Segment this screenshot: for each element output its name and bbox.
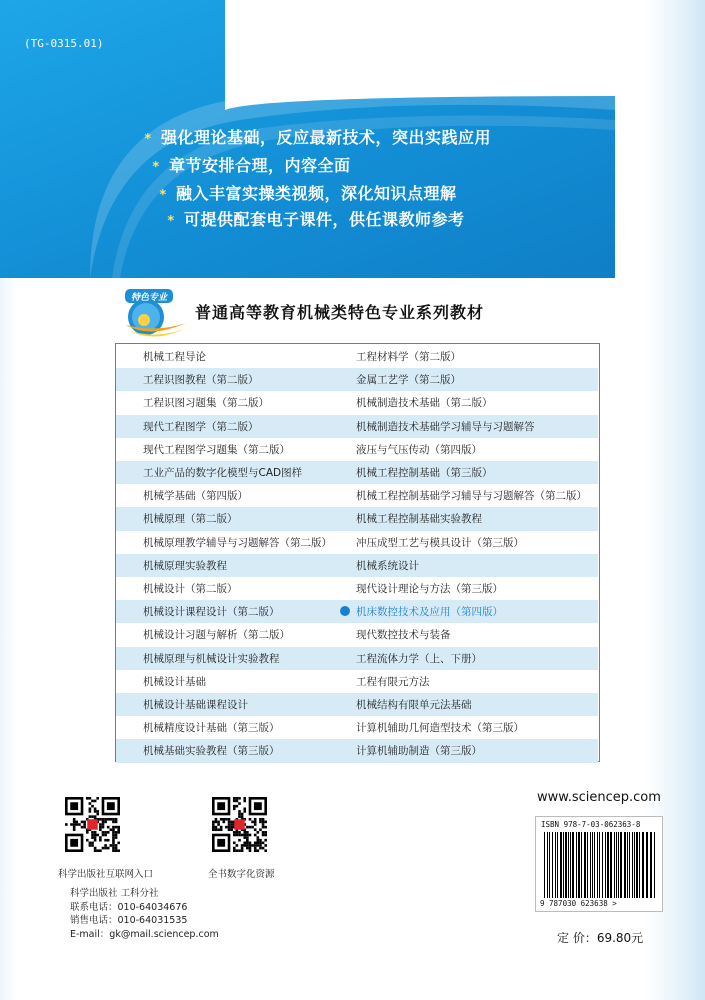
book-row [116,600,598,623]
book-title-right: 机械制造技术基础（第二版） [356,397,493,410]
book-title-left: 工程识图教程（第二版） [143,374,259,387]
book-row [116,577,598,600]
book-title-left: 现代工程图学习题集（第二版） [143,443,290,456]
book-title-left: 机械原理教学辅导与习题解答（第二版） [143,536,332,549]
website-url: www.sciencep.com [537,790,661,805]
book-title-right: 工程有限元方法 [356,675,430,688]
email: E-mail：gk@mail.sciencep.com [70,928,219,940]
book-title-left: 机械设计基础 [143,675,206,688]
book-title-right: 工程流体力学（上、下册） [356,652,482,665]
book-title-left: 机械设计习题与解析（第二版） [143,629,290,642]
isbn-text: ISBN 978-7-03-062363-8 [541,820,641,829]
qr-code-internet [65,797,120,852]
book-row [116,345,598,368]
star-icon: * [159,188,167,203]
book-title-left: 机械学基础（第四版） [143,490,248,503]
book-title-left: 机械原理与机械设计实验教程 [143,652,280,665]
book-row [116,670,598,693]
book-title-left: 机械设计课程设计（第二版） [143,606,280,619]
book-title-right: 机械工程控制基础学习辅导与习题解答（第二版） [356,490,587,503]
price: 定 价：69.80元 [557,931,644,945]
book-title-right: 计算机辅助制造（第三版） [356,745,482,758]
book-row [116,484,598,507]
book-title-left: 机械工程导论 [143,351,206,363]
star-icon: * [152,160,160,175]
book-row [116,531,598,554]
book-row [116,623,598,646]
book-title-left: 机械原理实验教程 [143,559,227,572]
publisher-name: 科学出版社 工科分社 [70,888,159,899]
feature-item: * 强化理论基础，反应最新技术，突出实践应用 [140,125,491,148]
book-title-right: 机械结构有限单元法基础 [356,699,472,711]
book-row [116,507,598,530]
barcode-bars [544,832,656,898]
book-list-box [115,343,600,762]
feature-item: * 章节安排合理，内容全面 [148,153,351,176]
book-title-left: 机械基础实验教程（第三版） [143,745,280,758]
sales-phone: 销售电话：010-64031535 [70,915,188,926]
star-icon: * [167,214,175,229]
book-row [116,415,598,438]
series-title: 普通高等教育机械类特色专业系列教材 [195,303,485,322]
book-title-right: 液压与气压传动（第四版） [356,443,482,456]
book-title-right: 计算机辅助几何造型技术（第三版） [356,722,524,735]
book-title-right: 机床数控技术及应用（第四版） [356,606,503,619]
highlight-dot-icon [340,606,350,616]
feature-item: * 可提供配套电子课件，供任课教师参考 [163,207,465,230]
qr-code-resources [212,797,267,852]
book-row [116,391,598,414]
book-title-right: 现代数控技术与装备 [356,629,451,642]
book-row [116,461,598,484]
book-row [116,438,598,461]
book-title-right: 机械系统设计 [356,559,419,572]
barcode-number: 9 787030 623638 > [540,899,617,908]
book-title-left: 现代工程图学（第二版） [143,420,259,433]
barcode [535,816,663,912]
book-title-right: 金属工艺学（第二版） [356,374,461,387]
book-row [116,554,598,577]
book-title-left: 机械原理（第二版） [143,513,238,526]
book-title-left: 工程识图习题集（第二版） [143,397,269,410]
contact-phone: 联系电话：010-64034676 [70,901,188,913]
book-title-right: 现代设计理论与方法（第三版） [356,583,503,595]
series-logo [120,287,188,339]
book-title-left: 机械设计（第二版） [143,583,238,595]
feature-item: * 融入丰富实操类视频，深化知识点理解 [155,181,457,204]
book-title-right: 机械工程控制基础实验教程 [356,513,482,526]
star-icon: * [144,132,152,147]
series-logo-text: 特色专业 [130,293,168,303]
publisher-info [70,887,219,941]
book-title-left: 机械设计基础课程设计 [143,699,248,711]
book-row [116,647,598,670]
book-title-right: 机械制造技术基础学习辅导与习题解答 [356,420,535,433]
book-title-right: 冲压成型工艺与模具设计（第三版） [356,536,524,549]
book-title-right: 机械工程控制基础（第三版） [356,467,493,479]
book-row [116,739,598,762]
book-row [116,716,598,739]
book-title-right: 工程材料学（第二版） [356,351,461,363]
qr1-label: 科学出版社互联网入口 [58,869,154,880]
book-row [116,693,598,716]
book-title-left: 工业产品的数字化模型与CAD图样 [143,467,303,479]
catalog-code: (TG-0315.01) [24,37,104,50]
book-row [116,368,598,391]
book-title-left: 机械精度设计基础（第三版） [143,722,280,735]
qr2-label: 全书数字化资源 [208,869,275,880]
